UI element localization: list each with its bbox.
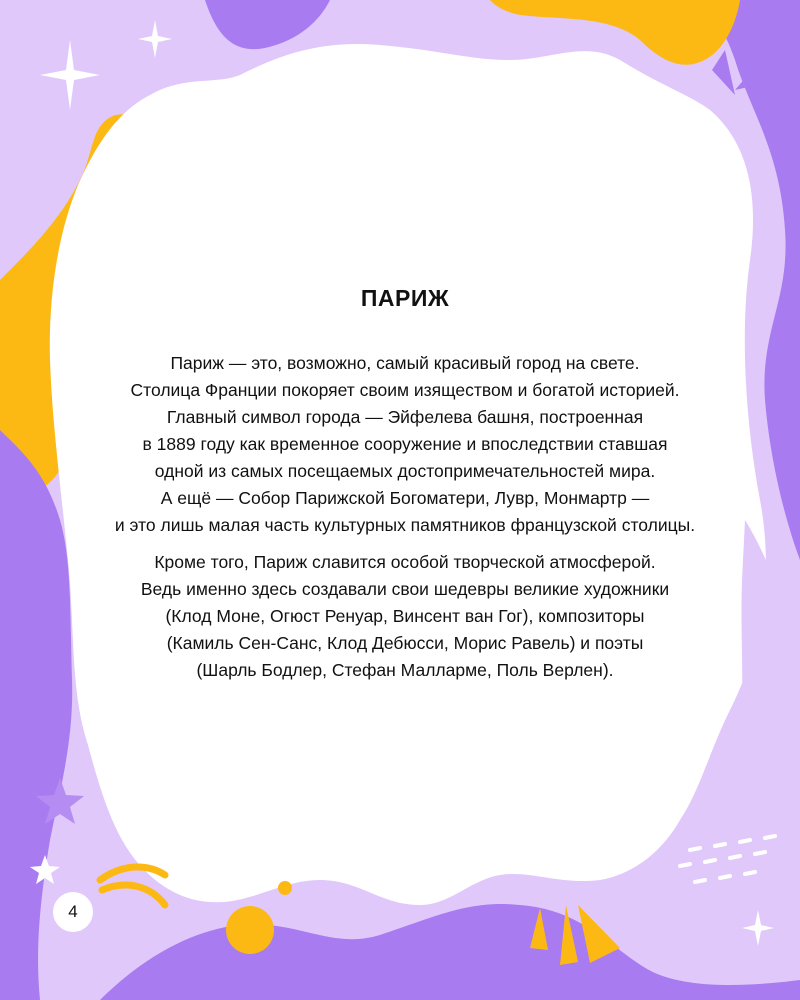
yellow-dot-icon	[226, 906, 274, 954]
paragraph-line: и это лишь малая часть культурных памятников французской столицы.	[114, 515, 696, 535]
article	[90, 285, 720, 694]
paragraph-line: (Шарль Бодлер, Стефан Малларме, Поль Верлен).	[196, 660, 614, 680]
paragraph-1	[90, 350, 720, 539]
paragraph-2	[90, 549, 720, 684]
paragraph-line: в 1889 году как временное сооружение и впоследствии ставшая	[142, 434, 668, 454]
yellow-dot-small-icon	[278, 881, 292, 895]
paragraph-line: (Клод Моне, Огюст Ренуар, Винсент ван Гог), композиторы	[165, 606, 645, 626]
paragraph-line: (Камиль Сен-Санс, Клод Дебюсси, Морис Равель) и поэты	[166, 633, 644, 653]
page-title: ПАРИЖ	[360, 285, 450, 311]
paragraph-line: Кроме того, Париж славится особой творческой атмосферой.	[154, 552, 656, 572]
paragraph-line: одной из самых посещаемых достопримечательностей мира.	[154, 461, 656, 481]
page-number: 4	[53, 892, 93, 932]
paragraph-line: Ведь именно здесь создавали свои шедевры великие художники	[140, 579, 670, 599]
paragraph-line: А ещё — Собор Парижской Богоматери, Лувр, Монмартр —	[160, 488, 650, 508]
paragraph-line: Столица Франции покоряет своим изяществом и богатой историей.	[130, 380, 680, 400]
paragraph-line: Париж — это, возможно, самый красивый город на свете.	[170, 353, 640, 373]
paragraph-line: Главный символ города — Эйфелева башня, построенная	[166, 407, 644, 427]
